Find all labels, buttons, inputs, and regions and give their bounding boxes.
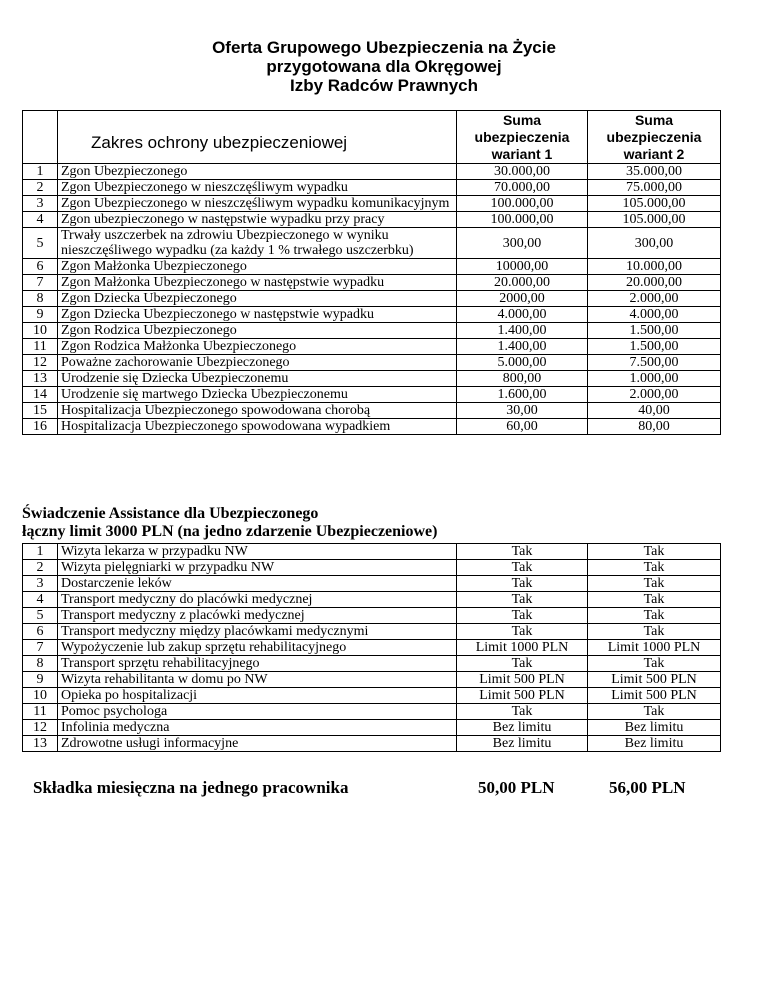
row-variant-1-value: 100.000,00 [457,196,588,212]
row-number: 3 [23,576,58,592]
row-variant-1-value: 1.400,00 [457,339,588,355]
row-variant-2-value: 75.000,00 [588,180,721,196]
row-description: Dostarczenie leków [58,576,457,592]
row-variant-1-value: Limit 500 PLN [457,688,588,704]
coverage-table-row [23,355,721,371]
row-variant-1-value: 2000,00 [457,291,588,307]
row-variant-2-value: Tak [588,624,721,640]
row-variant-1-value: 100.000,00 [457,212,588,228]
row-variant-2-value: 7.500,00 [588,355,721,371]
row-description: Zgon Małżonka Ubezpieczonego [58,259,457,275]
coverage-table-header [23,111,721,164]
premium-label: Składka miesięczna na jednego pracownika [33,778,349,797]
assistance-table-row [23,624,721,640]
row-variant-1-value: 1.600,00 [457,387,588,403]
row-description: Wizyta pielęgniarki w przypadku NW [58,560,457,576]
row-number: 6 [23,624,58,640]
row-number: 14 [23,387,58,403]
row-variant-1-value: 20.000,00 [457,275,588,291]
row-number: 5 [23,608,58,624]
row-variant-2-value: Bez limitu [588,720,721,736]
row-variant-1-value: 10000,00 [457,259,588,275]
header-variant-2-line: ubezpieczenia [606,128,702,145]
assistance-heading: Świadczenie Assistance dla Ubezpieczonego [22,505,319,522]
row-variant-1-value: 30.000,00 [457,164,588,180]
assistance-table-row [23,640,721,656]
row-number: 10 [23,323,58,339]
coverage-table-row [23,419,721,435]
coverage-table-row [23,212,721,228]
header-scope: Zakres ochrony ubezpieczeniowej [58,111,457,164]
row-variant-1-value: Limit 1000 PLN [457,640,588,656]
row-description: Poważne zachorowanie Ubezpieczonego [58,355,457,371]
assistance-table-row [23,736,721,752]
row-description: Wizyta lekarza w przypadku NW [58,544,457,560]
coverage-table-row [23,291,721,307]
row-number: 12 [23,720,58,736]
coverage-table-row [23,339,721,355]
row-number: 13 [23,736,58,752]
row-variant-2-value: 105.000,00 [588,212,721,228]
row-variant-2-value: Tak [588,576,721,592]
row-variant-1-value: 1.400,00 [457,323,588,339]
row-number: 3 [23,196,58,212]
row-variant-1-value: Tak [457,608,588,624]
assistance-table-row [23,720,721,736]
row-variant-2-value: 10.000,00 [588,259,721,275]
row-description: Zgon Rodzica Ubezpieczonego [58,323,457,339]
row-description: Zgon Dziecka Ubezpieczonego w następstwie wypadku [58,307,457,323]
row-description: Urodzenie się martwego Dziecka Ubezpieczonemu [58,387,457,403]
row-description: Transport medyczny między placówkami medycznymi [58,624,457,640]
row-description: Opieka po hospitalizacji [58,688,457,704]
row-description: Zgon ubezpieczonego w następstwie wypadku przy pracy [58,212,457,228]
row-variant-2-value: 2.000,00 [588,291,721,307]
document-title [0,38,768,95]
coverage-table-row [23,196,721,212]
header-number-cell [23,111,58,164]
premium-variant-2: 56,00 PLN [609,778,686,797]
row-variant-2-value: 4.000,00 [588,307,721,323]
row-number: 5 [23,228,58,259]
coverage-table-row [23,275,721,291]
row-variant-1-value: Limit 500 PLN [457,672,588,688]
row-number: 12 [23,355,58,371]
row-description: Zgon Ubezpieczonego w nieszczęśliwym wypadku [58,180,457,196]
coverage-table-row [23,164,721,180]
row-number: 2 [23,560,58,576]
row-number: 8 [23,656,58,672]
row-description: Zgon Rodzica Małżonka Ubezpieczonego [58,339,457,355]
assistance-table [22,543,721,752]
row-number: 15 [23,403,58,419]
row-variant-2-value: 40,00 [588,403,721,419]
row-number: 2 [23,180,58,196]
assistance-table-row [23,704,721,720]
row-number: 9 [23,307,58,323]
row-description: Wizyta rehabilitanta w domu po NW [58,672,457,688]
row-number: 16 [23,419,58,435]
row-variant-2-value: Tak [588,592,721,608]
row-number: 11 [23,704,58,720]
row-variant-2-value: Tak [588,656,721,672]
row-number: 9 [23,672,58,688]
row-variant-1-value: Tak [457,656,588,672]
row-variant-2-value: 2.000,00 [588,387,721,403]
header-variant-2-line: Suma [634,111,674,128]
assistance-table-row [23,592,721,608]
row-variant-2-value: Bez limitu [588,736,721,752]
assistance-table-row [23,560,721,576]
row-description: Zgon Ubezpieczonego [58,164,457,180]
row-number: 11 [23,339,58,355]
row-variant-1-value: 4.000,00 [457,307,588,323]
row-number: 1 [23,544,58,560]
row-description: Wypożyczenie lub zakup sprzętu rehabilitacyjnego [58,640,457,656]
coverage-table-row [23,371,721,387]
row-variant-2-value: 80,00 [588,419,721,435]
row-variant-2-value: 1.500,00 [588,323,721,339]
row-variant-2-value: Limit 500 PLN [588,688,721,704]
header-variant-2 [588,111,721,164]
row-variant-1-value: Tak [457,560,588,576]
row-variant-1-value: Tak [457,704,588,720]
row-number: 1 [23,164,58,180]
row-variant-2-value: 35.000,00 [588,164,721,180]
row-description: Pomoc psychologa [58,704,457,720]
row-description: Zdrowotne usługi informacyjne [58,736,457,752]
row-variant-1-value: 70.000,00 [457,180,588,196]
row-variant-2-value: 1.000,00 [588,371,721,387]
row-description: Hospitalizacja Ubezpieczonego spowodowana wypadkiem [58,419,457,435]
assistance-table-row [23,688,721,704]
coverage-table-row [23,259,721,275]
row-variant-1-value: 800,00 [457,371,588,387]
row-variant-1-value: Bez limitu [457,720,588,736]
row-variant-2-value: Tak [588,560,721,576]
row-description: Transport medyczny z placówki medycznej [58,608,457,624]
row-variant-1-value: 30,00 [457,403,588,419]
row-variant-2-value: 20.000,00 [588,275,721,291]
row-number: 4 [23,212,58,228]
row-variant-2-value: Limit 500 PLN [588,672,721,688]
row-description: Urodzenie się Dziecka Ubezpieczonemu [58,371,457,387]
assistance-table-row [23,608,721,624]
header-variant-2-line: wariant 2 [623,145,685,162]
row-variant-2-value: 1.500,00 [588,339,721,355]
row-variant-2-value: Tak [588,704,721,720]
row-description: Transport medyczny do placówki medycznej [58,592,457,608]
assistance-table-row [23,656,721,672]
assistance-table-row [23,544,721,560]
row-variant-1-value: 5.000,00 [457,355,588,371]
row-number: 8 [23,291,58,307]
row-variant-1-value: Tak [457,576,588,592]
row-description: Trwały uszczerbek na zdrowiu Ubezpieczonego w wyniku nieszczęśliwego wypadku (za każdy 1 % trwałego uszczerbku) [58,228,457,259]
row-description: Zgon Małżonka Ubezpieczonego w następstwie wypadku [58,275,457,291]
header-variant-1 [457,111,588,164]
row-variant-1-value: 300,00 [457,228,588,259]
row-variant-2-value: Limit 1000 PLN [588,640,721,656]
row-variant-1-value: 60,00 [457,419,588,435]
row-variant-2-value: Tak [588,544,721,560]
row-number: 13 [23,371,58,387]
header-variant-1-line: Suma [502,111,542,128]
header-variant-1-line: wariant 1 [491,145,553,162]
coverage-table-row [23,307,721,323]
row-number: 7 [23,275,58,291]
coverage-table-row [23,387,721,403]
row-description: Zgon Dziecka Ubezpieczonego [58,291,457,307]
row-variant-2-value: 300,00 [588,228,721,259]
row-variant-1-value: Tak [457,592,588,608]
row-variant-2-value: Tak [588,608,721,624]
row-description: Zgon Ubezpieczonego w nieszczęśliwym wypadku komunikacyjnym [58,196,457,212]
coverage-table-row [23,323,721,339]
row-variant-2-value: 105.000,00 [588,196,721,212]
title-line: przygotowana dla Okręgowej [266,57,502,76]
assistance-table-row [23,672,721,688]
coverage-table-row [23,180,721,196]
coverage-table-row [23,403,721,419]
coverage-table [22,110,721,435]
row-variant-1-value: Bez limitu [457,736,588,752]
assistance-subheading: łączny limit 3000 PLN (na jedno zdarzenie Ubezpieczeniowe) [22,523,438,540]
row-number: 10 [23,688,58,704]
row-number: 7 [23,640,58,656]
row-number: 6 [23,259,58,275]
assistance-table-row [23,576,721,592]
row-description: Transport sprzętu rehabilitacyjnego [58,656,457,672]
row-number: 4 [23,592,58,608]
premium-variant-1: 50,00 PLN [478,778,555,797]
row-variant-1-value: Tak [457,624,588,640]
title-line: Oferta Grupowego Ubezpieczenia na Życie [212,38,556,57]
row-variant-1-value: Tak [457,544,588,560]
header-variant-1-line: ubezpieczenia [474,128,570,145]
row-description: Infolinia medyczna [58,720,457,736]
title-line: Izby Radców Prawnych [290,76,478,95]
coverage-table-row [23,228,721,259]
row-description: Hospitalizacja Ubezpieczonego spowodowana chorobą [58,403,457,419]
